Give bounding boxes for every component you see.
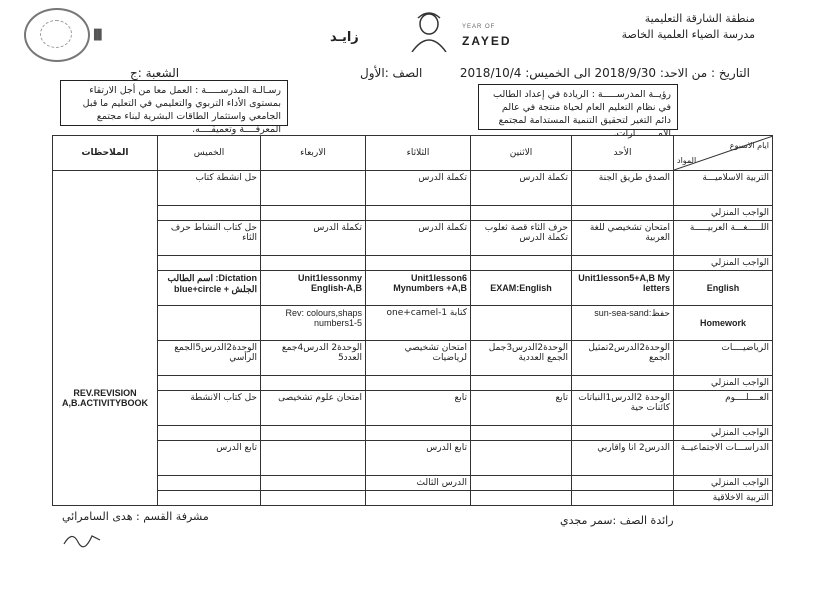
math-label: الرياضيــــات [674,341,773,376]
math-tue: امتحان تشخيصي لرياضيات [366,341,471,376]
islamic-label: التربية الاسلاميـــة [674,171,773,206]
islamic-tue: تكملة الدرس [366,171,471,206]
science-hw-label: الواجب المنزلي [674,426,773,441]
english-wed-hw: Rev: colours,shaps numbers1-5 [261,306,366,341]
math-mon: الوحدة2الدرس3جمل الجمع العددية [471,341,572,376]
arabic-sun: امتحان تشخيصي للغة العربية [572,221,674,256]
zayed-arabic: زايـد [330,30,359,45]
year-of-label: YEAR OF [462,24,496,30]
day-sunday: الأحد [572,136,674,171]
science-thu: حل كتاب الانشطة [158,391,261,426]
arabic-mon: حرف الثاء قصة ثعلوب تكملة الدرس [471,221,572,256]
math-wed: الوحدة2 الدرس4جمع العدد5 [261,341,366,376]
arabic-tue: تكملة الدرس [366,221,471,256]
zayed-english: ZAYED [462,34,512,48]
islamic-thu: حل انشطة كتاب [158,171,261,206]
corner-header: ايام الاسبوع المواد [674,136,773,171]
day-wednesday: الاربعاء [261,136,366,171]
social-hw-label: الواجب المنزلي [674,476,773,491]
class-leader-label: رائدة الصف :سمر مجدي [560,514,674,527]
zone-name: منطقة الشارقة التعليمية [644,12,755,25]
vision-box: رؤيــة المدرســـــة : الريادة في إعداد الطالب في نظام التعليم العام لحياة منتجة في عالم دائم التغير لتحقيق التنمية المستدامة لمجتمع الامــــــــارات. [478,84,678,130]
english-tue: Unit1lesson6 Mynumbers +A,B [366,271,471,306]
islamic-mon: تكملة الدرس [471,171,572,206]
day-thursday: الخميس [158,136,261,171]
school-name: مدرسة الضياء العلمية الخاصة [621,28,755,41]
english-wed: Unit1lessonmy English-A,B [261,271,366,306]
arabic-thu: حل كتاب النشاط حرف الثاء [158,221,261,256]
english-label: English [674,271,773,306]
math-hw-label: الواجب المنزلي [674,376,773,391]
date-range: التاريخ : من الاحد: 2018/9/30 الى الخميس: 2018/10/4 [459,66,750,80]
islamic-hw-label: الواجب المنزلي [674,206,773,221]
notes-header: الملاحظات [53,136,158,171]
supervisor-label: مشرفة القسم : هدى السامرائي [62,510,209,523]
social-thu: تابع الدرس [158,441,261,476]
english-tue-hw: كتابة 1-one+camel [366,306,471,341]
english-sun: Unit1lesson5+A,B My letters [572,271,674,306]
english-hw-label: Homework [674,306,773,341]
signature-icon [62,528,102,548]
science-mon: تابع [471,391,572,426]
grade-label: الصف :الأول [360,66,423,80]
social-tue-hw: الدرس الثالث [366,476,471,491]
social-tue: تابع الدرس [366,441,471,476]
arabic-hw-label: الواجب المنزلي [674,256,773,271]
english-mon: EXAM:English [471,271,572,306]
arabic-label: اللـــــغـــة العربيـــــة [674,221,773,256]
section-label: الشعبة :ج [130,66,180,80]
science-tue: تابع [366,391,471,426]
science-label: العــــلــــوم [674,391,773,426]
school-logo [24,8,90,62]
notes-cell: REV.REVISION A,B.ACTIVITYBOOK [53,171,158,506]
english-thu: Dictation: اسم الطالب الجلش + blue+circle [158,271,261,306]
logo-mark: ▐▌ [90,30,106,41]
science-sun: الوحدة 2الدرس1النباتات كائنات حية [572,391,674,426]
social-label: الدراســـات الاجتماعيــة [674,441,773,476]
mission-box: رسـالـة المدرســـــة : العمل معا من أجل الارتقاء بمستوى الأداء التربوي والتعليمي في التعليم ما قبل الجامعي واستثمار الطاقات البشرية لبناء مجتمع المعرفــــة وتعميقــــه. [60,80,288,126]
english-sun-hw: حفظ:sun-sea-sand [572,306,674,341]
arabic-wed: تكملة الدرس [261,221,366,256]
diagonal-line [674,136,773,170]
day-tuesday: الثلاثاء [366,136,471,171]
math-sun: الوحدة2الدرس2تمثيل الجمع [572,341,674,376]
moral-label: التربية الاخلاقية [674,491,773,506]
weekly-schedule-table [52,135,773,506]
islamic-sun: الصدق طريق الجنة [572,171,674,206]
zayed-portrait-icon [404,10,454,52]
social-sun: الدرس2 انا واقاربي [572,441,674,476]
math-thu: الوحدة2الدرس5الجمع الرأسي [158,341,261,376]
science-wed: امتحان علوم تشخيصى [261,391,366,426]
day-monday: الاثنين [471,136,572,171]
